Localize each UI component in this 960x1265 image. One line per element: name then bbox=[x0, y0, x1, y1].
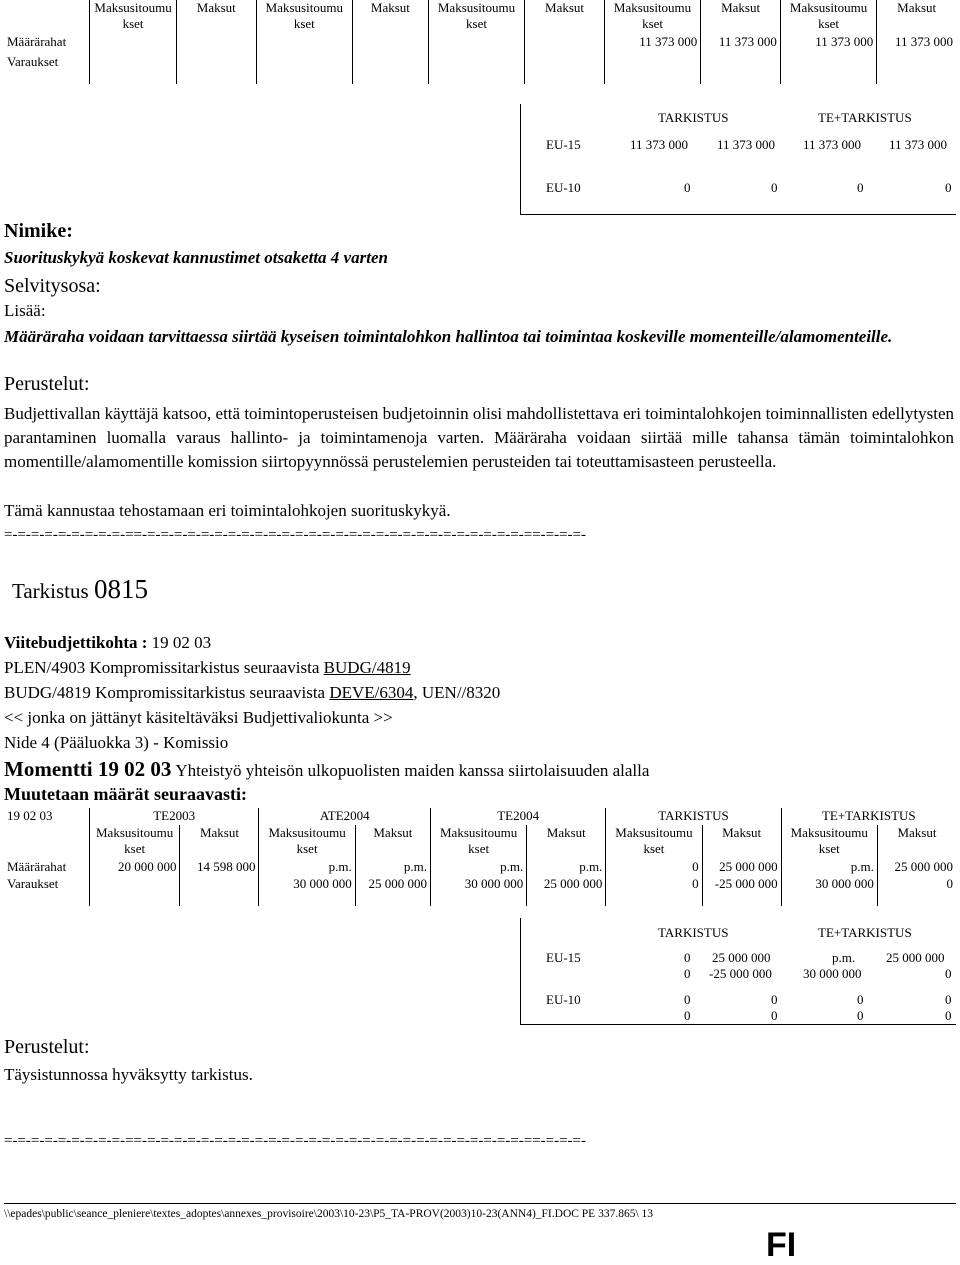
muutetaan-line: Muutetaan määrät seuraavasti: bbox=[4, 784, 247, 804]
nimike-label: Nimike: bbox=[4, 220, 73, 242]
value-cell: p.m. bbox=[832, 950, 856, 965]
value-cell: 11 373 000 bbox=[701, 34, 781, 54]
col-header: Maksut bbox=[525, 0, 605, 34]
value-cell: 0 bbox=[684, 180, 691, 195]
language-code: FI bbox=[766, 1226, 797, 1264]
value-cell: 25 000 000 bbox=[886, 950, 945, 965]
value-cell: 0 bbox=[606, 876, 702, 906]
value-cell: 0 bbox=[857, 992, 864, 1007]
value-cell: 25 000 000 bbox=[527, 876, 606, 906]
top-budget-table bbox=[4, 0, 956, 84]
value-cell: 11 373 000 bbox=[780, 34, 876, 54]
deve-6304-link[interactable]: DEVE/6304 bbox=[329, 683, 414, 702]
value-cell: p.m. bbox=[431, 859, 527, 876]
group-header: ATE2004 bbox=[259, 808, 431, 825]
group-header: TARKISTUS bbox=[606, 808, 781, 825]
row-label: Varaukset bbox=[7, 876, 59, 891]
value-cell: 30 000 000 bbox=[781, 876, 877, 906]
nimike-text: Suorituskykyä koskevat kannustimet otsaketta 4 varten bbox=[4, 248, 388, 267]
value-cell: 0 bbox=[945, 966, 952, 981]
row-label: Määrärahat bbox=[7, 859, 67, 874]
value-cell: p.m. bbox=[527, 859, 606, 876]
value-cell: 25 000 000 bbox=[702, 859, 781, 876]
group-header: TE2003 bbox=[89, 808, 259, 825]
eu15-label: EU-15 bbox=[546, 950, 581, 965]
row-label: Määrärahat bbox=[7, 34, 67, 49]
value-cell: 25 000 000 bbox=[712, 950, 771, 965]
value-cell: p.m. bbox=[259, 859, 355, 876]
value-cell: 0 bbox=[684, 992, 691, 1007]
tarkistus-header: TARKISTUS bbox=[658, 110, 729, 125]
budg-line: BUDG/4819 Kompromissitarkistus seuraavista DEVE/6304, UEN//8320 bbox=[4, 683, 501, 702]
value-cell: -25 000 000 bbox=[702, 876, 781, 906]
perustelut-text: Budjettivallan käyttäjä katsoo, että toimintoperusteisen budjetoinnin olisi mahdollistettava eri toimintalohkojen toiminnallisten edellytysten parantaminen luomalla varaus hallinto- ja toimintamenoja varten. Määräraha voidaan siirtää mille tahansa tämän toimintalohkon momentille/alamomentille komission siirtopyynnössä perustelemien perusteiden tai toteuttamisasteen perusteella. bbox=[4, 404, 954, 471]
value-cell: 0 bbox=[684, 966, 691, 981]
value-cell: 0 bbox=[606, 859, 702, 876]
budg-4819-link[interactable]: BUDG/4819 bbox=[323, 658, 411, 677]
selvitysosa-label: Selvitysosa: bbox=[4, 275, 101, 297]
value-cell: p.m. bbox=[355, 859, 430, 876]
perustelut-label-2: Perustelut: bbox=[4, 1036, 90, 1058]
value-cell: 11 373 000 bbox=[889, 137, 948, 152]
value-cell: -25 000 000 bbox=[709, 966, 772, 981]
col-header: Maksusitoumu kset bbox=[428, 0, 524, 34]
col-header: Maksut bbox=[877, 0, 956, 34]
perustelut-label: Perustelut: bbox=[4, 373, 90, 395]
eu15-label: EU-15 bbox=[546, 137, 581, 152]
perustelut-text-3: Täysistunnossa hyväksytty tarkistus. bbox=[4, 1065, 253, 1084]
eu10-label: EU-10 bbox=[546, 180, 581, 195]
separator: =-=-=-=-=-=-=-=-=-==-=-=-=-=-=-=-=-=-=-=-=-=-=-=-=-=-=-=-=-=-=-=-=-=-=-=-=-=-==-=-=-=- bbox=[4, 527, 587, 543]
value-cell: 0 bbox=[684, 1008, 691, 1023]
col-header: Maksut bbox=[701, 0, 781, 34]
row-label: Varaukset bbox=[7, 54, 59, 69]
value-cell: 0 bbox=[771, 180, 778, 195]
lisaa-label: Lisää: bbox=[4, 301, 46, 320]
jonka-line: << jonka on jättänyt käsiteltäväksi Budjettivaliokunta >> bbox=[4, 708, 393, 727]
value-cell: 0 bbox=[771, 1008, 778, 1023]
col-header: Maksusitoumu kset bbox=[780, 0, 876, 34]
footer-path: \\epades\public\seance_pleniere\textes_adoptes\annexes_provisoire\2003\10-23\P5_TA-PROV(2003)10-23(ANN4)_FI.DOC PE 337.865\ 13 bbox=[4, 1208, 654, 1220]
col-header: Maksusitoumu kset bbox=[256, 0, 352, 34]
value-cell: 11 373 000 bbox=[717, 137, 776, 152]
value-cell: 0 bbox=[684, 950, 691, 965]
value-cell: p.m. bbox=[781, 859, 877, 876]
value-cell: 11 373 000 bbox=[803, 137, 862, 152]
value-cell: 0 bbox=[945, 180, 952, 195]
nide-line: Nide 4 (Pääluokka 3) - Komissio bbox=[4, 733, 229, 752]
value-cell: 14 598 000 bbox=[180, 859, 259, 876]
eu10-label: EU-10 bbox=[546, 992, 581, 1007]
col-header: Maksusitoumu kset bbox=[604, 0, 700, 34]
value-cell: 0 bbox=[857, 180, 864, 195]
value-cell: 30 000 000 bbox=[431, 876, 527, 906]
te-tarkistus-header: TE+TARKISTUS bbox=[818, 110, 912, 125]
plen-line: PLEN/4903 Kompromissitarkistus seuraavista BUDG/4819 bbox=[4, 658, 411, 677]
value-cell: 25 000 000 bbox=[355, 876, 430, 906]
value-cell: 11 373 000 bbox=[877, 34, 956, 54]
col-header: Maksut bbox=[177, 0, 257, 34]
value-cell: 0 bbox=[877, 876, 956, 906]
te-tarkistus-header: TE+TARKISTUS bbox=[818, 925, 912, 940]
momentti-line: Momentti 19 02 03 Yhteistyö yhteisön ulkopuolisten maiden kanssa siirtolaisuuden alalla bbox=[4, 757, 650, 781]
value-cell: 30 000 000 bbox=[803, 966, 862, 981]
perustelut-text-2: Tämä kannustaa tehostamaan eri toimintalohkojen suorituskykyä. bbox=[4, 501, 451, 520]
value-cell: 30 000 000 bbox=[259, 876, 355, 906]
group-header: TE2004 bbox=[431, 808, 606, 825]
group-header: TE+TARKISTUS bbox=[781, 808, 956, 825]
value-cell: 25 000 000 bbox=[877, 859, 956, 876]
viitebudjettikohta: Viitebudjettikohta : 19 02 03 bbox=[4, 633, 212, 652]
value-cell: 20 000 000 bbox=[89, 859, 180, 876]
budget-line-code: 19 02 03 bbox=[7, 808, 53, 823]
value-cell: 11 373 000 bbox=[630, 137, 689, 152]
tarkistus-title: Tarkistus 0815 bbox=[12, 574, 148, 604]
col-header: Maksut bbox=[353, 0, 429, 34]
value-cell: 0 bbox=[945, 992, 952, 1007]
value-cell: 0 bbox=[771, 992, 778, 1007]
col-header: Maksusitoumu kset bbox=[90, 0, 177, 34]
value-cell: 0 bbox=[857, 1008, 864, 1023]
lisaa-text: Määräraha voidaan tarvittaessa siirtää kyseisen toimintalohkon hallintoa tai toimintaa koskeville momenteille/alamomenteille. bbox=[4, 327, 893, 346]
value-cell: 0 bbox=[945, 1008, 952, 1023]
mid-budget-table: 19 02 03 TE2003 ATE2004 TE2004 TARKISTUS TE+TARKISTUS Maksusitoumu kset Maksut Maksusitoumu kset Maksut Maksusitoumu kset Maksut Maksusitoumu kset Maksut Maksusitoumu kset Maksut Määrärahat 20 000 000 14 598 000 p.m. p.m. p.m. p.m. 0 25 000 000 p.m. 25 000 000 Varaukset 30 000 000 25 000 000 30 000 000 25 000 000 0 -25 000 000 30 000 000 0 bbox=[4, 808, 956, 906]
tarkistus-header: TARKISTUS bbox=[658, 925, 729, 940]
value-cell: 11 373 000 bbox=[604, 34, 700, 54]
separator: =-=-=-=-=-=-=-=-=-==-=-=-=-=-=-=-=-=-=-=-=-=-=-=-=-=-=-=-=-=-=-=-=-=-=-=-=-=-==-=-=-=- bbox=[4, 1133, 587, 1149]
